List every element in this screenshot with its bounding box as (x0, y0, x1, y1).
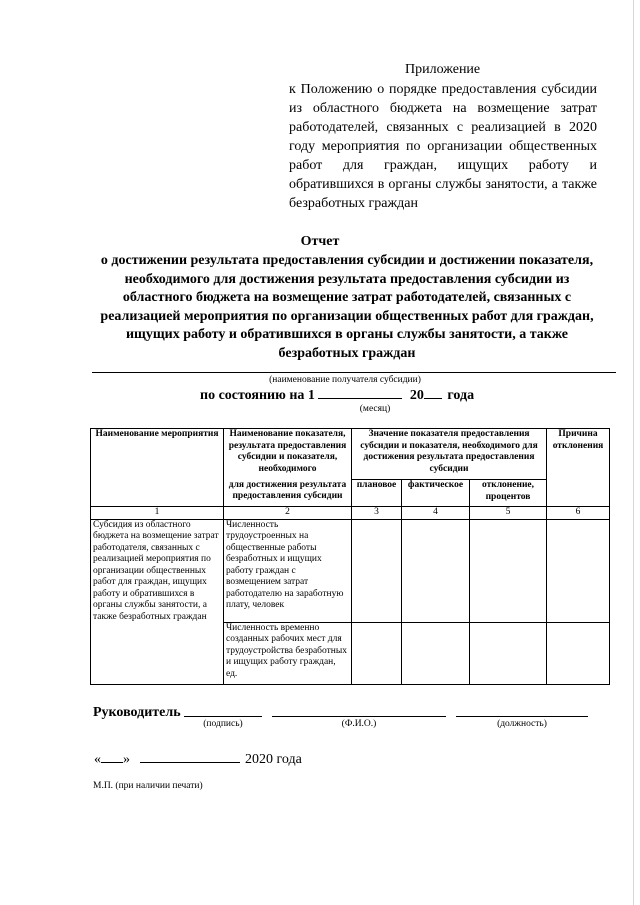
header-value-group: Значение показателя предоставления субсидии и показателя, необходимого для достижения результата предоставления субсидии (352, 429, 547, 480)
date-year: 2020 года (245, 752, 302, 767)
appendix-text: к Положению о порядке предоставления субсидии из областного бюджета на возмещение затрат работодателей, связанных с реализацией в 2020 году мероприятия по организации общественных работ для граждан, ищущих работу и обратившихся в органы службы занятости, а также безработных граждан (289, 82, 597, 211)
month-blank (318, 386, 402, 399)
actual-cell-1 (402, 519, 470, 622)
event-cell: Субсидия из областного бюджета на возмещение затрат работодателя, связанных с реализацией мероприятия по организации общественных работ для граждан, ищущих работу и обратившихся в органы службы занятости, а также безработных граждан (91, 519, 224, 684)
header-actual: фактическое (402, 480, 470, 507)
as-of-prefix: по состоянию на 1 (200, 388, 315, 403)
column-number: 4 (402, 507, 470, 520)
header-indicator-top: Наименование показателя, результата предоставления субсидии и показателя, необходимого (224, 429, 352, 480)
reason-cell-2 (547, 622, 610, 684)
indicator-cell-1: Численность трудоустроенных на общественные работы безработных и ищущих работу граждан с возмещением затрат работодателю на заработную плату, человек (224, 519, 352, 622)
head-label: Руководитель (93, 705, 181, 720)
signature-caption: (подпись) (203, 719, 243, 729)
date-line (94, 750, 302, 768)
column-number: 6 (547, 507, 610, 520)
appendix-title: Приложение (405, 62, 481, 77)
quote-open: « (94, 752, 101, 767)
indicator-cell-2: Численность временно созданных рабочих мест для трудоустройства безработных и ищущих работу граждан, ед. (224, 622, 352, 684)
name-line (272, 716, 446, 717)
position-caption: (должность) (497, 719, 547, 729)
month-blank-date (140, 750, 240, 763)
report-title: Отчет (300, 234, 340, 249)
column-number: 2 (224, 507, 352, 520)
quote-close: » (123, 752, 130, 767)
report-table (90, 428, 610, 685)
as-of-suffix: года (447, 388, 475, 403)
day-blank (101, 750, 123, 763)
header-indicator-bottom: для достижения результата предоставления субсидии (224, 480, 352, 507)
report-subtitle: о достижении результата предоставления субсидии и достижении показателя, необходимого для достижения результата предоставления субсидии из областного бюджета на возмещение затрат работодателей, связанных с реализацией мероприятия по организации общественных работ для граждан, ищущих работу и обратившихся в органы службы занятости, а также безработных граждан (100, 253, 594, 361)
deviation-cell-2 (470, 622, 547, 684)
recipient-line (92, 372, 616, 373)
position-line (456, 716, 588, 717)
recipient-caption: (наименование получателя субсидии) (269, 375, 421, 385)
planned-cell-1 (352, 519, 402, 622)
deviation-cell-1 (470, 519, 547, 622)
page-edge (633, 0, 634, 905)
column-number: 1 (91, 507, 224, 520)
month-caption: (месяц) (359, 404, 391, 414)
header-reason: Причина отклонения (547, 429, 610, 507)
column-number: 5 (470, 507, 547, 520)
header-deviation: отклонение, процентов (470, 480, 547, 507)
name-caption: (Ф.И.О.) (341, 719, 377, 729)
reason-cell-1 (547, 519, 610, 622)
header-event: Наименование мероприятия (91, 429, 224, 507)
column-number: 3 (352, 507, 402, 520)
as-of-year-prefix: 20 (409, 388, 424, 403)
stamp-note: М.П. (при наличии печати) (93, 781, 203, 791)
planned-cell-2 (352, 622, 402, 684)
signature-line (184, 716, 262, 717)
year-blank (424, 386, 442, 399)
actual-cell-2 (402, 622, 470, 684)
as-of-line (200, 386, 474, 404)
header-planned: плановое (352, 480, 402, 507)
